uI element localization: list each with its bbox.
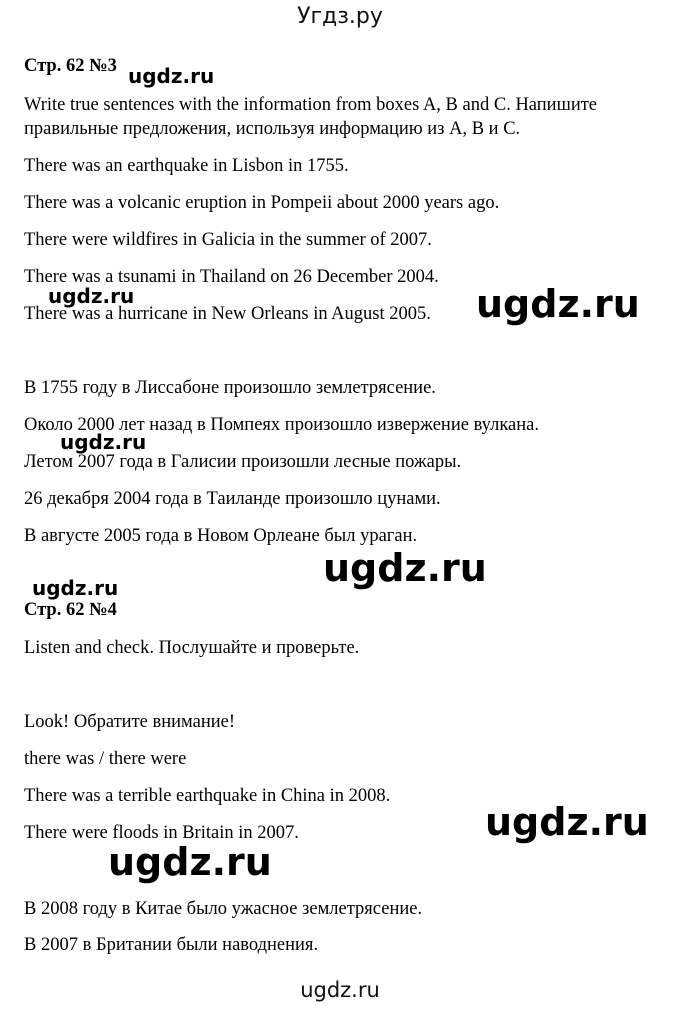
section3-instruction-ru: правильные предложения, используя информацию из А, В и С.: [24, 119, 521, 139]
section3-sentence-en: There was a volcanic eruption in Pompeii about 2000 years ago.: [24, 193, 500, 213]
watermark: ugdz.ru: [485, 800, 649, 844]
section3-sentence-en: There was an earthquake in Lisbon in 1755.: [24, 156, 349, 176]
footer-watermark: ugdz.ru: [300, 978, 380, 1002]
section3-heading: Стр. 62 №3: [24, 56, 117, 76]
section3-sentence-en: There was a tsunami in Thailand on 26 December 2004.: [24, 267, 439, 287]
watermark: ugdz.ru: [323, 546, 487, 590]
watermark: ugdz.ru: [32, 576, 119, 600]
section4-example-ru: В 2007 в Британии были наводнения.: [24, 935, 319, 955]
watermark: ugdz.ru: [108, 840, 272, 884]
section3-sentence-en: There was a hurricane in New Orleans in August 2005.: [24, 304, 431, 324]
section4-rule: there was / there were: [24, 749, 187, 769]
section3-sentence-ru: Около 2000 лет назад в Помпеях произошло извержение вулкана.: [24, 415, 540, 435]
section4-heading: Стр. 62 №4: [24, 600, 117, 620]
section3-sentence-ru: Летом 2007 года в Галисии произошли лесные пожары.: [24, 452, 462, 472]
section3-sentence-ru: В 1755 году в Лиссабоне произошло землетрясение.: [24, 378, 436, 398]
section3-sentence-ru: В августе 2005 года в Новом Орлеане был ураган.: [24, 526, 418, 546]
watermark: ugdz.ru: [476, 282, 640, 326]
section3-sentence-ru: 26 декабря 2004 года в Таиланде произошло цунами.: [24, 489, 441, 509]
watermark: ugdz.ru: [128, 64, 215, 88]
section4-instruction: Listen and check. Послушайте и проверьте.: [24, 638, 360, 658]
section4-example-en: There was a terrible earthquake in China in 2008.: [24, 786, 391, 806]
watermark: ugdz.ru: [60, 430, 147, 454]
section4-example-ru: В 2008 году в Китае было ужасное землетрясение.: [24, 899, 423, 919]
section4-look: Look! Обратите внимание!: [24, 712, 235, 732]
section4-example-en: There were floods in Britain in 2007.: [24, 823, 299, 843]
watermark: ugdz.ru: [48, 284, 135, 308]
section3-instruction-en: Write true sentences with the information from boxes A, B and C. Напишите: [24, 95, 598, 115]
section3-sentence-en: There were wildfires in Galicia in the summer of 2007.: [24, 230, 432, 250]
site-title: Угдз.ру: [297, 4, 383, 29]
